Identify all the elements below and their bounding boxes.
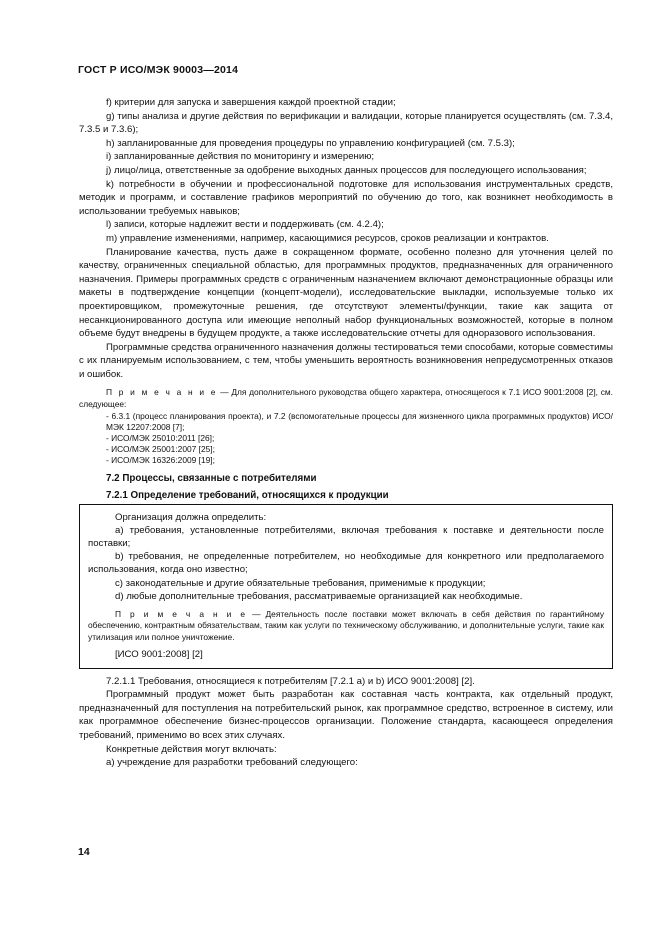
list-item: k) потребности в обучении и профессиональной подготовке для использования инструментальных средств, методик и программ, и составление графиков мероприятий по обучению до того, как возникнет необходимость в использовании требуемых навыков;: [79, 178, 613, 217]
note-reference-item: - ИСО/МЭК 25010:2011 [26];: [106, 433, 215, 444]
box-intro: Организация должна определить:: [115, 511, 267, 523]
paragraph: Программные средства ограниченного назначения должны тестироваться теми способами, которые совместимы с их планируемым использованием, с тем, чтобы уменьшить вероятность возникновения непредусмотренных отказов и ошибок.: [79, 341, 613, 380]
list-item: m) управление изменениями, например, касающимися ресурсов, сроков реализации и контрактов.: [106, 232, 549, 244]
page-number: 14: [78, 846, 90, 858]
note-label: П р и м е ч а н и е: [106, 387, 218, 398]
paragraph: Программный продукт может быть разработан как составная часть контракта, как отдельный продукт, предназначенный для поступления на потребительский рынок, как программное средство, встроенное в систему, или как программное обеспечение бизнес-процессов организации. Положение стандарта, касающееся определения требований, применимо во всех этих случаях.: [79, 689, 613, 742]
list-item: i) запланированные действия по мониторингу и измерению;: [106, 151, 375, 163]
paragraph: 7.2.1.1 Требования, относящиеся к потребителям [7.2.1 a) и b) ИСО 9001:2008] [2].: [106, 675, 475, 687]
note-block: [79, 387, 613, 410]
paragraph: Планирование качества, пусть даже в сокращенном формате, особенно полезно для уточнения целей по качеству, ограниченных специальной областью, для программных продуктов, предназначенных для ограниченного назначения. Примеры программных средств с ограниченным назначением включают демонстрационные образцы или макеты в подтверждение концепции (концепт-модели), исследовательские выкладки, используемые только их проектировщиком, промежуточные решения, где отсутствуют элементы/функции, такие как защита от несанкционированного доступа или имеющие неполный набор функциональных возможностей, которые в полном объеме будут внедрены в будущем продукте, а также исследовательские отчеты для одноразового использования.: [79, 246, 613, 340]
box-note-text: — Деятельность после поставки может включать в себя действия по гарантийному обеспечению, контрактным обязательствам, таким как услуги по техническому обслуживанию, и дополнительные услуги, такие как утилизация или полное уничтожение.: [88, 609, 605, 642]
note-reference-item: - ИСО/МЭК 16326:2009 [19];: [106, 455, 215, 466]
document-header: ГОСТ Р ИСО/МЭК 90003—2014: [78, 64, 239, 76]
box-list-item: a) требования, установленные потребителями, включая требования к поставке и деятельности после поставки;: [88, 524, 604, 550]
section-heading: 7.2 Процессы, связанные с потребителями: [106, 472, 317, 484]
paragraph: Конкретные действия могут включать:: [106, 743, 277, 755]
list-item: l) записи, которые надлежит вести и поддерживать (см. 4.2.4);: [106, 219, 384, 231]
note-reference-list: [79, 411, 613, 467]
note-reference-item: - 6.3.1 (процесс планирования проекта), и 7.2 (вспомогательные процессы для жизненного цикла программных продуктов) ИСО/МЭК 12207:2008 [7];: [106, 410, 613, 432]
paragraph: a) учреждение для разработки требований следующего:: [106, 757, 358, 769]
list-item: j) лицо/лица, ответственные за одобрение выходных данных процессов для последующего использования;: [106, 164, 587, 176]
note-text: — Для дополнительного руководства общего характера, относящегося к 7.1 ИСО 9001:2008 [2], см. следующее:: [79, 387, 613, 410]
list-item: g) типы анализа и другие действия по верификации и валидации, которые планируется осуществлять (см. 7.3.4, 7.3.5 и 7.3.6);: [79, 110, 613, 136]
box-list-item: c) законодательные и другие обязательные требования, применимые к продукции;: [115, 577, 486, 589]
box-reference: [ИСО 9001:2008] [2]: [115, 648, 203, 660]
list-item: h) запланированные для проведения процедуры по управлению конфигурацией (см. 7.5.3);: [106, 137, 515, 149]
box-list-item: d) любые дополнительные требования, рассматриваемые организацией как необходимые.: [115, 590, 523, 602]
standard-quote-box: [79, 504, 613, 669]
box-note-label: П р и м е ч а н и е: [115, 609, 248, 620]
subsection-heading: 7.2.1 Определение требований, относящихся к продукции: [106, 489, 389, 501]
box-list-item: b) требования, не определенные потребителем, но необходимые для конкретного или предполагаемого использования, когда оно известно;: [88, 551, 604, 576]
box-note: [88, 609, 604, 643]
note-reference-item: - ИСО/МЭК 25001:2007 [25];: [106, 444, 215, 455]
list-item: f) критерии для запуска и завершения каждой проектной стадии;: [106, 97, 396, 108]
page-content: [79, 96, 613, 770]
